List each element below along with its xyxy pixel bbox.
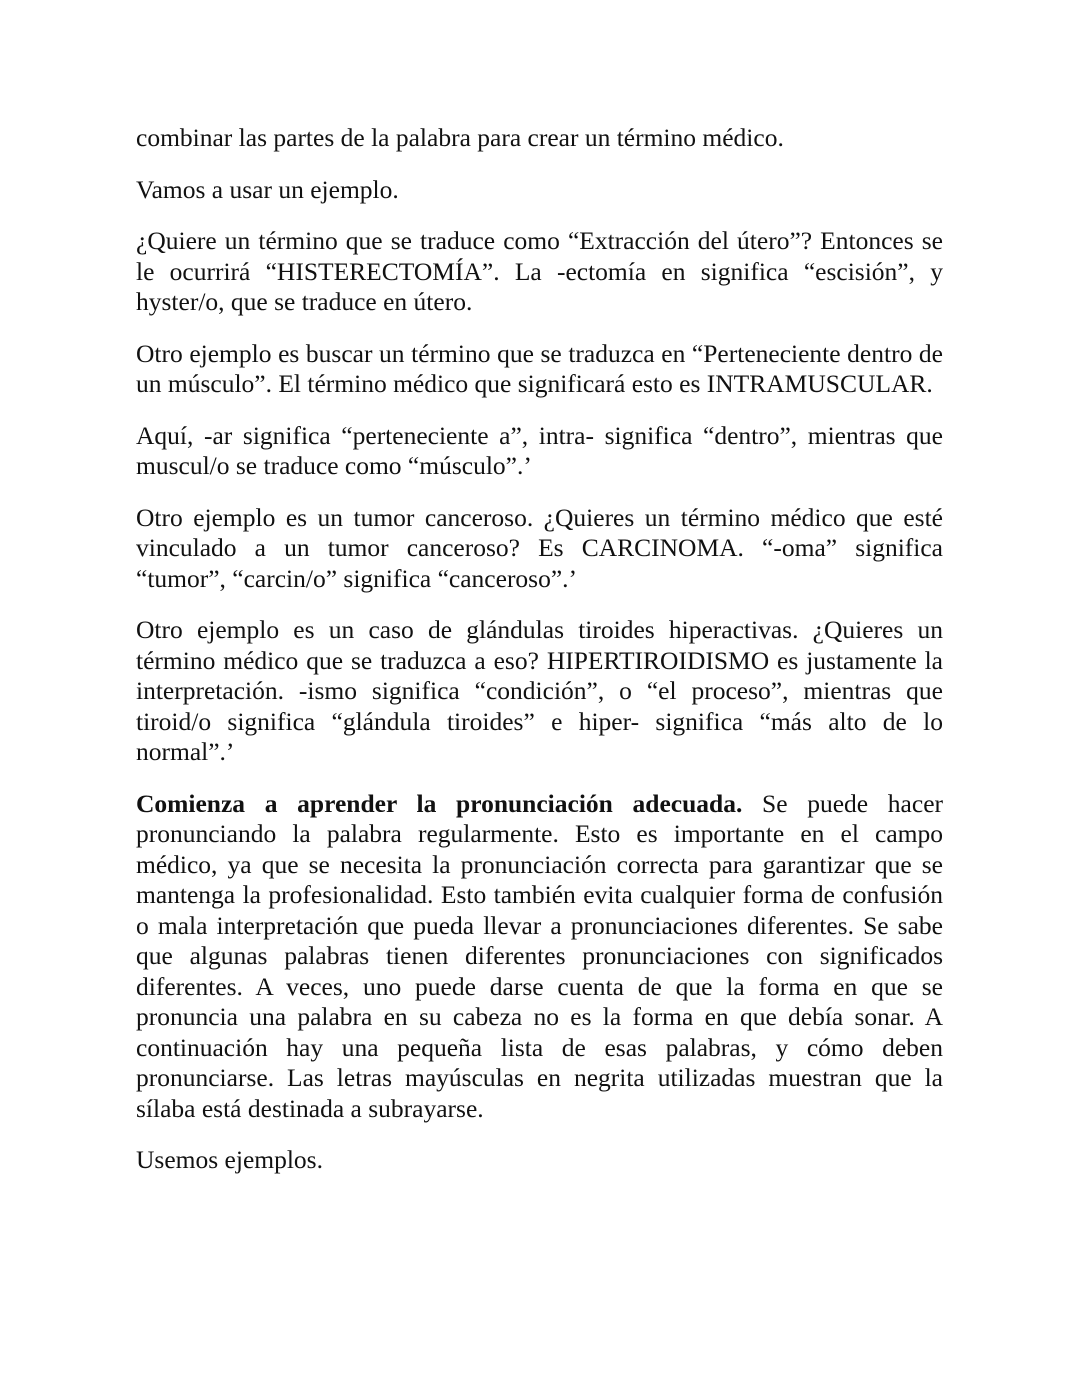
paragraph-carcinoma: Otro ejemplo es un tumor canceroso. ¿Quieres un término médico que esté vinculado a un tumor canceroso? Es CARCINOMA. “-oma” significa “tumor”, “carcin/o” significa “canceroso”.’ <box>136 502 943 593</box>
document-page <box>136 123 943 1197</box>
paragraph-intramuscular: Otro ejemplo es buscar un término que se traduzca en “Perteneciente dentro de un músculo”. El término médico que significará esto es INTRAMUSCULAR. <box>136 338 943 398</box>
pronunciation-heading: Comienza a aprender la pronunciación adecuada. <box>136 788 743 818</box>
paragraph-intramuscular-explanation: Aquí, -ar significa “perteneciente a”, intra- significa “dentro”, mientras que muscul/o se traduce como “músculo”.’ <box>136 420 943 480</box>
paragraph-closing: Usemos ejemplos. <box>136 1145 323 1174</box>
paragraph-hipertiroidismo: Otro ejemplo es un caso de glándulas tiroides hiperactivas. ¿Quieres un término médico que se traduzca a eso? HIPERTIROIDISMO es justamente la interpretación. -ismo significa “condición”, o “el proceso”, mientras que tiroid/o significa “glándula tiroides” e hiper- significa “más alto de lo normal”.’ <box>136 615 943 766</box>
pronunciation-body: Se puede hacer pronunciando la palabra regularmente. Esto es importante en el campo médico, ya que se necesita la pronunciación correcta para garantizar que se mantenga la profesionalidad. Esto también evita cualquier forma de confusión o mala interpretación que pueda llevar a pronunciaciones diferentes. Se sabe que algunas palabras tienen diferentes pronunciaciones con significados diferentes. A veces, uno puede darse cuenta de que la forma en que se pronuncia una palabra en su cabeza no es la forma en que debía sonar. A continuación hay una pequeña lista de esas palabras, y cómo deben pronunciarse. Las letras mayúsculas en negrita utilizadas muestran que la sílaba está destinada a subrayarse. <box>136 788 943 1123</box>
paragraph-histerectomia: ¿Quiere un término que se traduce como “Extracción del útero”? Entonces se le ocurrirá “HISTERECTOMÍA”. La -ectomía en significa “escisión”, y hyster/o, que se traduce en útero. <box>136 226 943 316</box>
paragraph-example-lead: Vamos a usar un ejemplo. <box>136 174 399 204</box>
paragraph-intro-continuation: combinar las partes de la palabra para crear un término médico. <box>136 123 784 152</box>
paragraph-pronunciation <box>136 789 943 1125</box>
